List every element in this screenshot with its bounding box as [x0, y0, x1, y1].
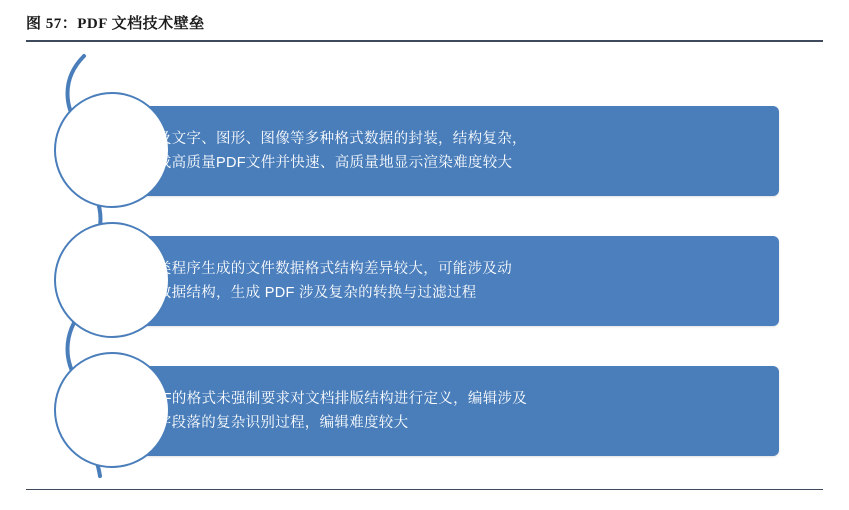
page-title: 图 57：PDF 文档技术壁垒	[26, 16, 205, 32]
divider-top	[26, 40, 823, 42]
diagram-canvas	[26, 48, 823, 484]
item-text-line: 态数据结构，生成 PDF 涉及复杂的转换与过滤过程	[142, 285, 477, 301]
list-item	[26, 352, 823, 470]
list-item	[26, 92, 823, 210]
list-item	[26, 222, 823, 340]
item-text	[142, 222, 752, 340]
item-text	[142, 352, 752, 470]
item-text-line: 各类程序生成的文件数据格式结构差异较大，可能涉及动	[142, 261, 512, 277]
item-text-line: PDF的格式未强制要求对文档排版结构进行定义，编辑涉及	[142, 391, 528, 407]
divider-bottom	[26, 489, 823, 490]
item-text	[142, 92, 752, 210]
figure-header	[26, 12, 823, 42]
item-text-line: 涉及文字、图形、图像等多种格式数据的封装，结构复杂，	[142, 131, 527, 147]
item-text-line: 生成高质量PDF文件并快速、高质量地显示渲染难度较大	[142, 155, 513, 171]
item-text-line: 文字段落的复杂识别过程，编辑难度较大	[142, 415, 409, 431]
